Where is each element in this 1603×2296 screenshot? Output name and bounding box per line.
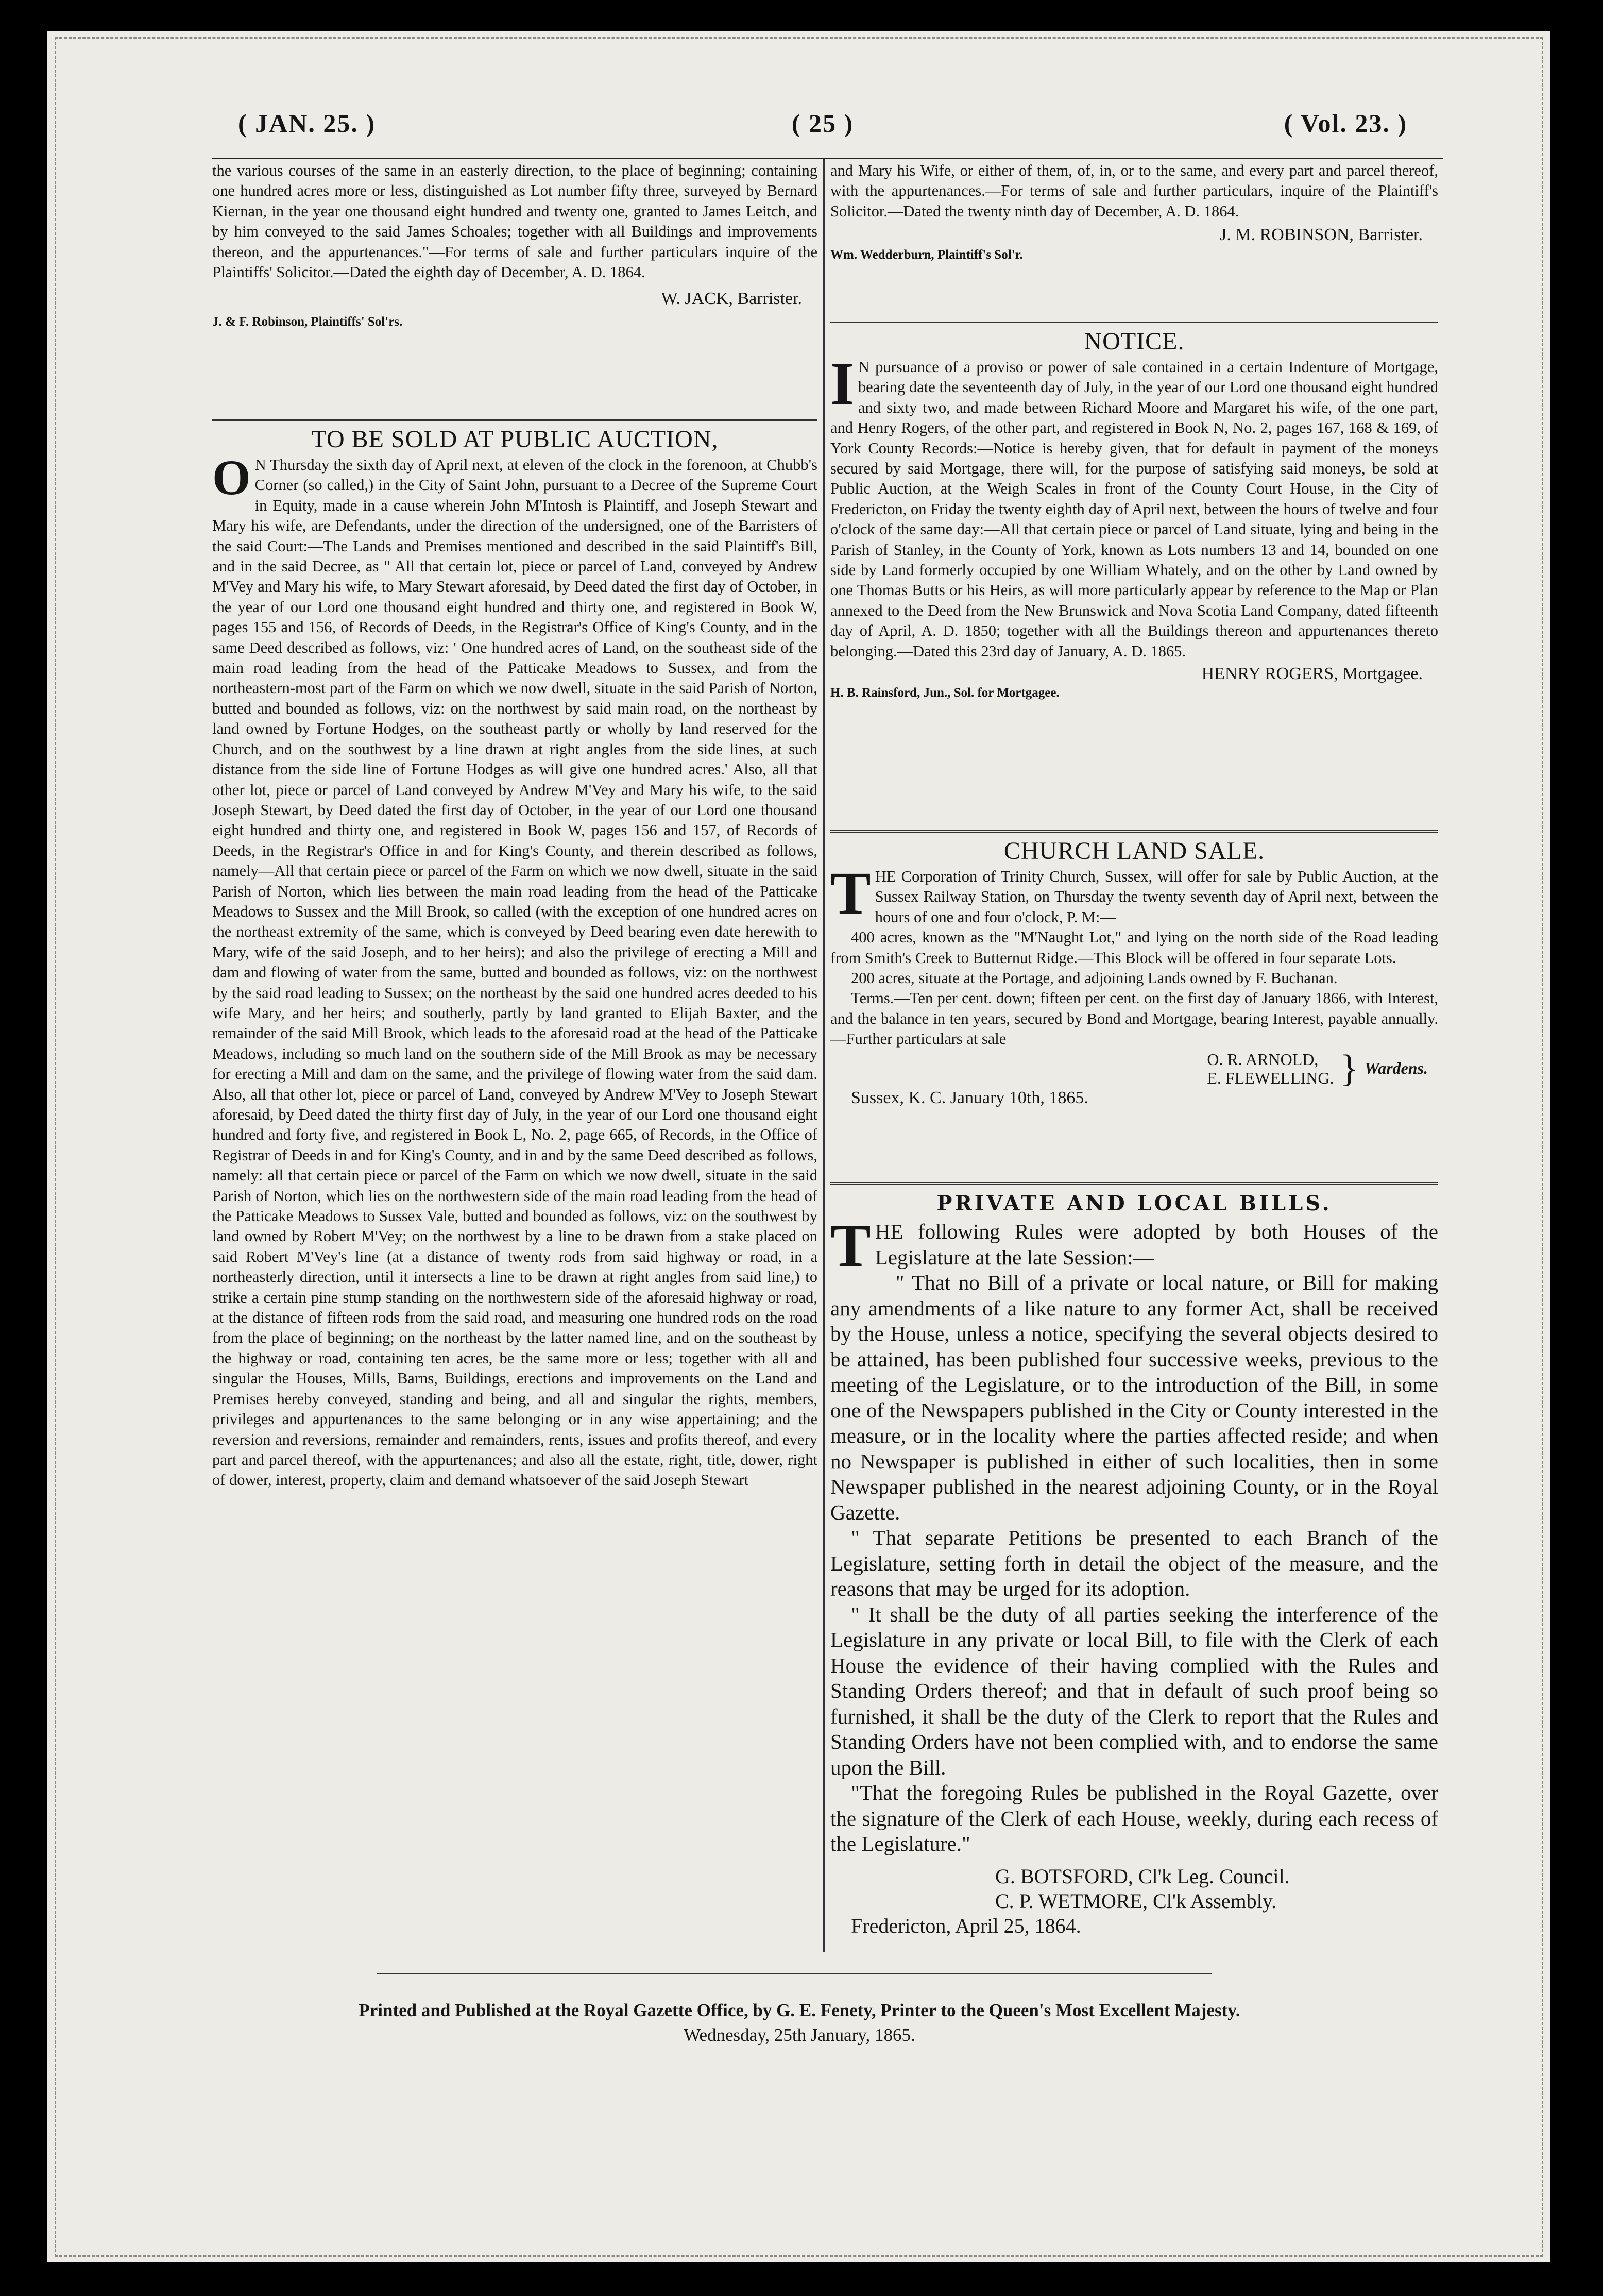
- column-divider: [823, 159, 825, 1952]
- bills-dateline: Fredericton, April 25, 1864.: [851, 1914, 1081, 1937]
- wardens-label: Wardens.: [1365, 1059, 1428, 1078]
- auction-text: N Thursday the sixth day of April next, at eleven of the clock in the forenoon, at Chubb's Corner (so called,) in the City of Saint John, pursuant to a Decree of the Supreme Court in Equity, made in a cause wherein John M'Intosh is Plaintiff, and Joseph Stewart and Mary his wife, are Defendants, under the direction of the undersigned, one of the Barristers of the said Court:—The Lands and Premises mentioned and described in the said Plaintiff's Bill, and in the said Decree, as " All that certain lot, piece or parcel of Land, conveyed by Andrew M'Vey and Mary his wife, to Mary Stewart aforesaid, by Deed dated the first day of October, in the year of our Lord one thousand eight hundred and thirty one, and registered in Book W, pages 155 and 156, of Records of Deeds, in the Registrar's Office of King's County, and in the same Deed described as follows, viz: ' One hundred acres of Land, on the southeast side of the main road leading from the head of the Patticake Meadows to Sussex, and from the northeastern-most part of the Farm on which we now dwell, situate in the said Parish of Norton, butted and bounded as follows, viz: on the northwest by said main road, on the northeast by land owned by Fortune Hodges, on the southeast partly or wholly by land reserved for the Church, and on the southwest by a line drawn at right angles from the side lines, at such distance from the side line of Fortune Hodges as will give one hundred acres.' Also, all that other lot, piece or parcel of Land conveyed by Andrew M'Vey and Mary his wife, to the said Joseph Stewart, by Deed dated the first day of October, in the year of our Lord one thousand eight hundred and thirty one, and registered in Book W, pages 156 and 157, of Records of Deeds, in the Registrar's Office in and for King's County, and therein described as follows, namely—All that certain piece or parcel of the Farm on which we now dwell, situate in the said Parish of Norton, which lies between the main road leading from the head of the Patticake Meadows to Sussex and the Mill Brook, so called (with the exception of one hundred acres on the northeast extremity of the same, which is conveyed by Deed bearing even date herewith to Mary, wife of the said Joseph, and to her heirs); and also the privilege of erecting a Mill and dam and flowing of water from the same, butted and bounded as follows, viz: on the northwest by the said road leading to Sussex; on the northeast by the said one hundred acres deeded to his wife Mary, and her heirs; and southerly, partly by land granted to Elijah Baxter, and the remainder of the said Mill Brook, which leads to the aforesaid road at the head of the Patticake Meadows, including so much land on the southern side of the Mill Brook as may be necessary for erecting a Mill and dam on the same, and the privilege of flowing water from the said dam. Also, all that other lot, piece or parcel of Land, conveyed by Andrew M'Vey to Joseph Stewart aforesaid, by Deed dated the thirty first day of July, in the year of our Lord one thousand eight hundred and forty five, and registered in Book L, No. 2, page 665, of Records, in the Office of Registrar of Deeds in and for King's County, and in and by the same Deed described as follows, namely: all that certain piece or parcel of the Farm on which we now dwell, situate in the said Parish of Norton, which lies on the northwestern side of the main road leading from the head of the Patticake Meadows to Sussex Vale, butted and bounded as follows, viz: on the southwest by land owned by Robert M'Vey; on the northwest by a line to be drawn from a stake placed on said Robert M'Vey's line (at a distance of twenty rods from said highway or road, in a northeasterly direction, until it intersects a line to be drawn at right angles from said line,) to strike a certain pine stump standing on the northwestern side of the aforesaid highway or road, at the distance of fifteen rods from the said road, and measuring one hundred rods on the road from the place of beginning; on the northeast by the latter named line, and on the southeast by the highway or road, containing ten acres, be the same more or less; together with all and singular the Houses, Mills, Barns, Buildings, erections and improvements on the Land and Premises hereby conveyed, standing and being, and all and singular the rights, members, privileges and appurtenances to the same belonging or in any wise appertaining; and the reversion and reversions, remainder and remainders, rents, issues and profits thereof, and every part and parcel thereof, with the appurtenances; and also all the estate, right, title, dower, right of dower, interest, property, claim and demand whatsoever of the said Joseph Stewart: [212, 456, 817, 1489]
- footer-rule: [377, 1973, 1212, 1974]
- right-column: [830, 159, 1438, 1952]
- imprint-date: Wednesday, 25th January, 1865.: [684, 2025, 915, 2045]
- mortgagee-signature: HENRY ROGERS, Mortgagee.: [1201, 664, 1423, 684]
- auction-heading: TO BE SOLD AT PUBLIC AUCTION,: [311, 426, 719, 453]
- warden-name: O. R. ARNOLD,: [1207, 1050, 1319, 1069]
- church-dateline: Sussex, K. C. January 10th, 1865.: [851, 1088, 1088, 1107]
- barrister-signature-right: J. M. ROBINSON, Barrister.: [1220, 225, 1423, 245]
- private-local-bills: [830, 1179, 1438, 1938]
- church-terms: Terms.—Ten per cent. down; fifteen per cent. on the first day of January 1866, with Interest, and the balance in ten years, secured by Bond and Mortgage, bearing Interest, payable annually.—Further particulars at sale: [830, 989, 1438, 1048]
- continuation-text: the various courses of the same in an easterly direction, to the place of beginning; containing one hundred acres more or less, distinguished as Lot number fifty three, surveyed by Bernard Kiernan, in the year one thousand eight hundred and twenty one, granted to James Leitch, and by him conveyed to the said James Schoales; together with all Buildings and improvements thereon, and the appurtenances."—For terms of sale and further particulars inquire of the Plaintiffs' Solicitor.—Dated the eighth day of December, A. D. 1864.: [212, 162, 817, 281]
- clerk-signature: C. P. WETMORE, Cl'k Assembly.: [995, 1889, 1277, 1913]
- section-rule: [830, 1182, 1438, 1185]
- continued-notice: [212, 161, 817, 331]
- church-heading: CHURCH LAND SALE.: [1003, 837, 1265, 865]
- church-text: HE Corporation of Trinity Church, Sussex, will offer for sale by Public Auction, at the Sussex Railway Station, on Thursday the twenty seventh day of April next, between the hours of one and four o'clock, P. M:—: [875, 868, 1438, 926]
- church-land-sale: [830, 826, 1438, 1108]
- auction-notice: [212, 416, 817, 1491]
- continued-notice-right: [830, 161, 1438, 264]
- notice-heading: NOTICE.: [1084, 328, 1185, 355]
- imprint: [202, 1998, 1397, 2048]
- section-rule: [830, 322, 1438, 323]
- notice-text: N pursuance of a proviso or power of sale contained in a certain Indenture of Mortgage, bearing date the seventeenth day of July, in the year of our Lord one thousand eight hundred and sixty two, and made between Richard Moore and Margaret his wife, of the one part, and Henry Rogers, of the other part, and registered in Book N, No. 2, pages 167, 168 & 169, of York County Records:—Notice is hereby given, that for default in payment of the moneys secured by said Mortgage, there will, for the purpose of satisfying said moneys, be sold at Public Auction, at the Weigh Scales in front of the County Court House, in the City of Fredericton, on Friday the twenty eighth day of April next, between the hours of twelve and four o'clock of the same day:—All that certain piece or parcel of Land situate, lying and being in the Parish of Stanley, in the County of York, known as Lots numbers 13 and 14, bounded on one side by Land formerly occupied by one William Whately, and on the other by Land owned by one Thomas Butts or his Heirs, as will more particularly appear by reference to the Map or Plan annexed to the Deed from the New Brunswick and Nova Scotia Land Company, dated fifteenth day of April, A. D. 1850; together with all the Buildings thereon and appurtenances thereto belonging.—Dated this 23rd day of January, A. D. 1865.: [830, 358, 1438, 660]
- section-rule: [212, 419, 817, 421]
- bills-intro: HE following Rules were adopted by both Houses of the Legislature at the late Session:—: [875, 1220, 1438, 1269]
- header-volume: ( Vol. 23. ): [1284, 109, 1407, 138]
- left-column: [212, 159, 817, 1952]
- page-header: [238, 108, 1407, 149]
- bills-rule: "That the foregoing Rules be published in the Royal Gazette, over the signature of the Clerk of each House, weekly, during each recess of the Legislature.": [830, 1781, 1438, 1855]
- continuation-text-right: and Mary his Wife, or either of them, of, in, or to the same, and every part and parcel thereof, with the appurtenances.—For terms of sale and further particulars, inquire of the Plaintiff's Solicitor.—Dated the twenty ninth day of December, A. D. 1864.: [830, 162, 1438, 220]
- solicitor-line: J. & F. Robinson, Plaintiffs' Sol'rs.: [212, 315, 403, 329]
- dropcap-letter: T: [830, 1212, 871, 1279]
- brace-glyph: }: [1340, 1047, 1359, 1090]
- header-page-number: ( 25 ): [791, 109, 854, 138]
- warden-name: E. FLEWELLING.: [1207, 1068, 1334, 1087]
- imprint-line: Printed and Published at the Royal Gazette Office, by G. E. Fenety, Printer to the Queen's Most Excellent Majesty.: [359, 2000, 1240, 2020]
- section-rule: [830, 830, 1438, 833]
- bills-rule: " That separate Petitions be presented to each Branch of the Legislature, setting forth in detail the object of the measure, and the reasons that may be urged for its adoption.: [830, 1526, 1438, 1600]
- bills-heading: PRIVATE AND LOCAL BILLS.: [936, 1191, 1332, 1215]
- dropcap-letter: O: [212, 450, 251, 505]
- mortgagee-solicitor: H. B. Rainsford, Jun., Sol. for Mortgagee.: [830, 686, 1060, 700]
- barrister-signature: W. JACK, Barrister.: [661, 289, 802, 309]
- bills-rule: " That no Bill of a private or local nature, or Bill for making any amendments of a like nature to any former Act, shall be received by the House, unless a notice, specifying the several objects desired to be attained, has been published four successive weeks, previous to the meeting of the Legislature, or to the introduction of the Bill, in some one of the Newspapers published in the City or County interested in the measure, or in the locality where the parties affected reside; and when no Newspaper is published in either of such localities, then in some Newspaper published in the nearest adjoining County, or in the Royal Gazette.: [830, 1271, 1438, 1524]
- bills-rule: " It shall be the duty of all parties seeking the interference of the Legislature in any private or local Bill, to file with the Clerk of each House the evidence of their having complied with the Rules and Standing Orders thereof; and that in default of such proof being so furnished, it shall be the duty of the Clerk to report that the Rules and Standing Orders have not been complied with, and to endorse the same upon the Bill.: [830, 1602, 1438, 1779]
- church-lot-2: 200 acres, situate at the Portage, and adjoining Lands owned by F. Buchanan.: [851, 969, 1338, 987]
- church-lot-1: 400 acres, known as the "M'Naught Lot," and lying on the north side of the Road leading from Smith's Creek to Butternut Ridge.—This Block will be offered in four separate Lots.: [830, 928, 1438, 967]
- mortgage-notice: [830, 318, 1438, 702]
- dropcap-letter: I: [830, 350, 854, 417]
- clerk-signature: G. BOTSFORD, Cl'k Leg. Council.: [995, 1864, 1290, 1888]
- dropcap-letter: T: [830, 859, 871, 927]
- header-date: ( JAN. 25. ): [238, 109, 376, 138]
- wardens-signature: [830, 1047, 1438, 1090]
- solicitor-line-right: Wm. Wedderburn, Plaintiff's Sol'r.: [830, 248, 1023, 262]
- newspaper-page: [47, 31, 1550, 2262]
